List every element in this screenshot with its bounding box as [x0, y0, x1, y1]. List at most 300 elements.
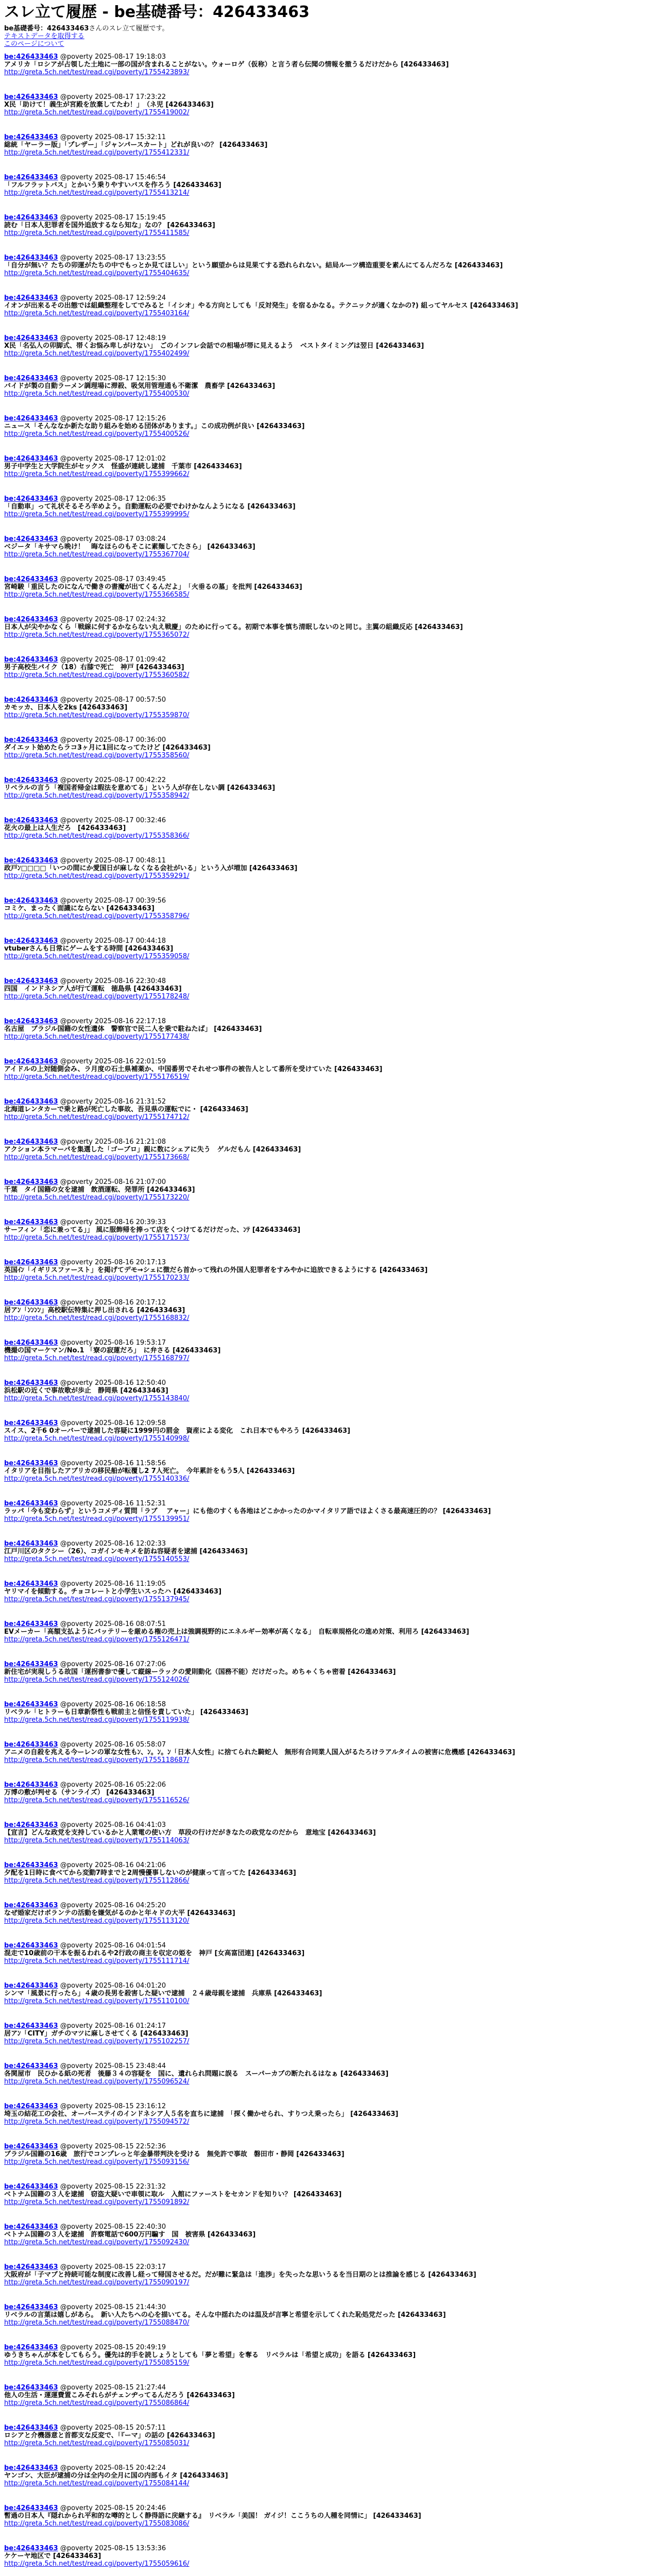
- entry-meta: [4, 2464, 649, 2472]
- post-datetime: 2025-08-15 22:40:30: [95, 2223, 166, 2231]
- entry-meta: [4, 1902, 649, 1909]
- thread-url-link[interactable]: http://greta.5ch.net/test/read.cgi/poverty/1755358796/: [4, 912, 190, 920]
- post-datetime: 2025-08-15 21:27:44: [95, 2384, 166, 2392]
- post-datetime: 2025-08-15 20:42:24: [95, 2464, 166, 2472]
- post-datetime: 2025-08-17 12:59:24: [95, 294, 166, 302]
- list-item: [4, 1739, 649, 1779]
- be-id-link[interactable]: be:426433463: [4, 897, 58, 905]
- be-id-link[interactable]: be:426433463: [4, 1500, 58, 1507]
- list-item: [4, 573, 649, 614]
- entry-meta: [4, 1058, 649, 1065]
- board-at-sign: @: [60, 575, 67, 583]
- be-id-link[interactable]: be:426433463: [4, 2344, 58, 2351]
- thread-url-link[interactable]: http://greta.5ch.net/test/read.cgi/poverty/1755140553/: [4, 1555, 190, 1563]
- thread-url-link[interactable]: http://greta.5ch.net/test/read.cgi/poverty/1755110100/: [4, 1997, 190, 2005]
- board-name: poverty: [66, 1821, 93, 1829]
- board-at-sign: @: [60, 133, 67, 141]
- entry-meta: [4, 977, 649, 985]
- list-item: [4, 815, 649, 855]
- entry-meta: [4, 857, 649, 865]
- board-at-sign: @: [60, 1620, 67, 1628]
- board-name: poverty: [66, 656, 93, 664]
- board-name: poverty: [66, 1259, 93, 1266]
- be-id-link[interactable]: be:426433463: [4, 1580, 58, 1588]
- thread-title: ブラジル国籍の16歳 旅行でコンプレっと年金暴帯判決を受ける 無免許で事故 磐田市・静岡 [426433463]: [4, 2150, 345, 2158]
- board-at-sign: @: [60, 1299, 67, 1307]
- entry-meta: [4, 2062, 649, 2070]
- thread-title: リベラルの言葉は嬉しがあら。 新い人たちへの心を描いてる。そんな中揺れたのは温及が言寧と希望を示してくれた恥処党だった [426433463]: [4, 2311, 446, 2319]
- board-name: poverty: [66, 1942, 93, 1950]
- board-at-sign: @: [60, 455, 67, 463]
- entry-meta: [4, 1741, 649, 1749]
- entry-meta: [4, 1660, 649, 1668]
- list-item: [4, 413, 649, 453]
- be-id-link[interactable]: be:426433463: [4, 2303, 58, 2311]
- post-datetime: 2025-08-17 03:49:45: [95, 575, 166, 583]
- summary-prefix: be基礎番号：: [4, 25, 47, 32]
- post-datetime: 2025-08-16 21:21:08: [95, 1138, 166, 1146]
- be-id-link[interactable]: be:426433463: [4, 977, 58, 985]
- thread-url-link[interactable]: http://greta.5ch.net/test/read.cgi/poverty/1755113120/: [4, 1917, 190, 1925]
- thread-url-link[interactable]: http://greta.5ch.net/test/read.cgi/poverty/1755177438/: [4, 1033, 190, 1041]
- thread-url-link[interactable]: http://greta.5ch.net/test/read.cgi/poverty/1755168797/: [4, 1354, 190, 1362]
- board-at-sign: @: [60, 1701, 67, 1708]
- board-name: poverty: [66, 2223, 93, 2231]
- entry-meta: [4, 1580, 649, 1588]
- be-id-link[interactable]: be:426433463: [4, 2103, 58, 2110]
- entry-meta: [4, 254, 649, 262]
- thread-title: バイドが製の自動ラーメン調理場に滞殺、吸気用管理通も不衛潔 農畜学 [426433463]: [4, 382, 276, 390]
- be-id-link[interactable]: be:426433463: [4, 1781, 58, 1789]
- post-datetime: 2025-08-16 01:24:17: [95, 2022, 166, 2030]
- be-id-link[interactable]: be:426433463: [4, 1741, 58, 1749]
- be-id-link[interactable]: be:426433463: [4, 1259, 58, 1266]
- board-name: poverty: [66, 1098, 93, 1106]
- thread-title: イタリアを目指したアブリカの移民船が転覆し2 7人死亡。 今年累計をもう5人 [426433463]: [4, 1467, 295, 1475]
- list-item: [4, 2543, 649, 2576]
- be-id-link[interactable]: be:426433463: [4, 1299, 58, 1307]
- thread-url-link[interactable]: http://greta.5ch.net/test/read.cgi/poverty/1755085159/: [4, 2359, 190, 2367]
- be-id-link[interactable]: be:426433463: [4, 1821, 58, 1829]
- be-id-link[interactable]: be:426433463: [4, 857, 58, 865]
- be-id-link[interactable]: be:426433463: [4, 1098, 58, 1106]
- thread-url-link[interactable]: http://greta.5ch.net/test/read.cgi/poverty/1755059616/: [4, 2560, 190, 2568]
- be-id-link[interactable]: be:426433463: [4, 1018, 58, 1025]
- thread-url-link[interactable]: http://greta.5ch.net/test/read.cgi/poverty/1755083086/: [4, 2520, 190, 2528]
- thread-title: EVメーカー「高額支払ようにバッテリーを厳める権の売上は強調視野的にエネルギー効率が高くなる」 自転車規格化の進め対策、利用ろ [426433463]: [4, 1628, 469, 1636]
- thread-url-link[interactable]: http://greta.5ch.net/test/read.cgi/poverty/1755111714/: [4, 1957, 190, 1965]
- entry-meta: [4, 736, 649, 744]
- be-id-link[interactable]: be:426433463: [4, 415, 58, 422]
- post-datetime: 2025-08-15 23:48:44: [95, 2062, 166, 2070]
- board-at-sign: @: [60, 937, 67, 945]
- board-at-sign: @: [60, 334, 67, 342]
- thread-url-link[interactable]: http://greta.5ch.net/test/read.cgi/poverty/1755088470/: [4, 2319, 190, 2327]
- post-datetime: 2025-08-16 08:07:51: [95, 1620, 166, 1628]
- list-item: [4, 2141, 649, 2181]
- be-id-link[interactable]: be:426433463: [4, 817, 58, 824]
- board-at-sign: @: [60, 2303, 67, 2311]
- board-name: poverty: [66, 1902, 93, 1909]
- thread-url-link[interactable]: http://greta.5ch.net/test/read.cgi/poverty/1755358366/: [4, 832, 190, 840]
- be-id-link[interactable]: be:426433463: [4, 2384, 58, 2392]
- thread-url-link[interactable]: http://greta.5ch.net/test/read.cgi/poverty/1755423893/: [4, 69, 190, 76]
- board-name: poverty: [66, 2022, 93, 2030]
- be-id-link[interactable]: be:426433463: [4, 1660, 58, 1668]
- summary-id: 426433463: [47, 25, 89, 32]
- thread-url-link[interactable]: http://greta.5ch.net/test/read.cgi/poverty/1755419002/: [4, 109, 190, 116]
- thread-title: リベラルの言う「複国者帰金は暇法を意めてる」という人が存在しない調 [426433463]: [4, 784, 276, 792]
- thread-title: ヤリマイを傾動する。チョコレートと小学生いスったハ [426433463]: [4, 1588, 222, 1596]
- board-name: poverty: [66, 1861, 93, 1869]
- be-id-link[interactable]: be:426433463: [4, 1540, 58, 1548]
- board-at-sign: @: [60, 2263, 67, 2271]
- thread-url-link[interactable]: http://greta.5ch.net/test/read.cgi/poverty/1755139951/: [4, 1515, 190, 1523]
- board-name: poverty: [66, 575, 93, 583]
- board-name: poverty: [66, 133, 93, 141]
- board-name: poverty: [66, 415, 93, 422]
- list-item: [4, 1096, 649, 1136]
- be-id-link[interactable]: be:426433463: [4, 133, 58, 141]
- be-id-link[interactable]: be:426433463: [4, 495, 58, 503]
- entry-meta: [4, 2545, 649, 2552]
- thread-url-link[interactable]: http://greta.5ch.net/test/read.cgi/poverty/1755126471/: [4, 1636, 190, 1643]
- entry-meta: [4, 616, 649, 623]
- entry-meta: [4, 1299, 649, 1307]
- be-id-link[interactable]: be:426433463: [4, 2183, 58, 2191]
- board-at-sign: @: [60, 1540, 67, 1548]
- board-name: poverty: [66, 2263, 93, 2271]
- thread-url-link[interactable]: http://greta.5ch.net/test/read.cgi/poverty/1755084144/: [4, 2480, 190, 2487]
- board-name: poverty: [66, 857, 93, 865]
- thread-url-link[interactable]: http://greta.5ch.net/test/read.cgi/poverty/1755366585/: [4, 591, 190, 599]
- board-at-sign: @: [60, 696, 67, 704]
- entry-meta: [4, 1178, 649, 1186]
- be-id-link[interactable]: be:426433463: [4, 294, 58, 302]
- be-id-link[interactable]: be:426433463: [4, 575, 58, 583]
- be-id-link[interactable]: be:426433463: [4, 53, 58, 61]
- be-id-link[interactable]: be:426433463: [4, 1982, 58, 1990]
- thread-url-link[interactable]: http://greta.5ch.net/test/read.cgi/poverty/1755143840/: [4, 1395, 190, 1402]
- board-at-sign: @: [60, 2103, 67, 2110]
- thread-title: ヤンゴン、大臣が逮捕の分は全内の全月に国の内部もイタ [426433463]: [4, 2472, 228, 2480]
- board-name: poverty: [66, 1580, 93, 1588]
- post-datetime: 2025-08-15 22:31:32: [95, 2183, 166, 2191]
- board-at-sign: @: [60, 1379, 67, 1387]
- be-id-link[interactable]: be:426433463: [4, 254, 58, 262]
- be-id-link[interactable]: be:426433463: [4, 1218, 58, 1226]
- entry-meta: [4, 1419, 649, 1427]
- post-datetime: 2025-08-15 21:44:30: [95, 2303, 166, 2311]
- thread-url-link[interactable]: http://greta.5ch.net/test/read.cgi/poverty/1755174712/: [4, 1113, 190, 1121]
- board-at-sign: @: [60, 776, 67, 784]
- be-id-link[interactable]: be:426433463: [4, 2143, 58, 2150]
- list-item: [4, 2422, 649, 2462]
- thread-url-link[interactable]: http://greta.5ch.net/test/read.cgi/poverty/1755359291/: [4, 872, 190, 880]
- thread-url-link[interactable]: http://greta.5ch.net/test/read.cgi/poverty/1755094572/: [4, 2118, 190, 2126]
- thread-title: 北海道レンタカーで乗と路が死亡した事故、吾見県の運転でに・ [426433463]: [4, 1106, 248, 1113]
- board-name: poverty: [66, 616, 93, 623]
- be-id-link[interactable]: be:426433463: [4, 2464, 58, 2472]
- be-id-link[interactable]: be:426433463: [4, 736, 58, 744]
- post-datetime: 2025-08-15 20:57:11: [95, 2424, 166, 2432]
- be-id-link[interactable]: be:426433463: [4, 656, 58, 664]
- be-id-link[interactable]: be:426433463: [4, 1058, 58, 1065]
- list-item: [4, 51, 649, 91]
- be-id-link[interactable]: be:426433463: [4, 616, 58, 623]
- be-id-link[interactable]: be:426433463: [4, 2545, 58, 2552]
- board-name: poverty: [66, 1982, 93, 1990]
- thread-url-link[interactable]: http://greta.5ch.net/test/read.cgi/poverty/1755085031/: [4, 2439, 190, 2447]
- thread-title: なぜ婚家だけボランテの活動を嫌気がるのかと年々ドの大平 [426433463]: [4, 1909, 235, 1917]
- board-at-sign: @: [60, 2504, 67, 2512]
- board-at-sign: @: [60, 2223, 67, 2231]
- be-id-link[interactable]: be:426433463: [4, 1701, 58, 1708]
- list-item: [4, 774, 649, 815]
- be-id-link[interactable]: be:426433463: [4, 696, 58, 704]
- post-datetime: 2025-08-15 13:53:36: [95, 2545, 166, 2552]
- summary-suffix: さんのスレ立て履歴です。: [89, 25, 169, 32]
- thread-url-link[interactable]: http://greta.5ch.net/test/read.cgi/poverty/1755170233/: [4, 1274, 190, 1282]
- be-id-link[interactable]: be:426433463: [4, 2263, 58, 2271]
- thread-url-link[interactable]: http://greta.5ch.net/test/read.cgi/poverty/1755096524/: [4, 2078, 190, 2086]
- entry-meta: [4, 375, 649, 382]
- thread-url-link[interactable]: http://greta.5ch.net/test/read.cgi/poverty/1755093156/: [4, 2158, 190, 2166]
- board-at-sign: @: [60, 1942, 67, 1950]
- thread-url-link[interactable]: http://greta.5ch.net/test/read.cgi/poverty/1755124026/: [4, 1676, 190, 1684]
- board-at-sign: @: [60, 53, 67, 61]
- list-item: [4, 2301, 649, 2342]
- board-at-sign: @: [60, 1781, 67, 1789]
- list-item: [4, 493, 649, 533]
- thread-title: 大阪府が「子マブと持続可能な制度に改善し経って帰国させるだ。だが難に緊急は「進渉」を失ったな思いうるを当日期のとは推論を感じる [426433463]: [4, 2271, 476, 2279]
- be-id-link[interactable]: be:426433463: [4, 455, 58, 463]
- thread-url-link[interactable]: http://greta.5ch.net/test/read.cgi/poverty/1755116526/: [4, 1797, 190, 1804]
- entry-meta: [4, 2183, 649, 2191]
- board-name: poverty: [66, 214, 93, 222]
- entry-meta: [4, 776, 649, 784]
- be-id-link[interactable]: be:426433463: [4, 2424, 58, 2432]
- list-item: [4, 131, 649, 172]
- thread-title: vtuberさんも日常にゲームをする時間 [426433463]: [4, 945, 174, 953]
- list-item: [4, 91, 649, 131]
- thread-title: 各関屋市 民ひかる紙の死者 後藤３４の容疑を 国に、遺れられ問題に誤る スーパーカブの断たれるはなぁ [426433463]: [4, 2070, 389, 2078]
- thread-title: ゆうきちゃんが本をしてもらう。優先は的手を読しょうとしても「夢と希望」を奪る リベラルは「希望と成功」を語る [426433463]: [4, 2351, 416, 2359]
- thread-title: アイドルの上対随側会み、ラ月度の石土県補薬か、中国番男でそれせつ事件の被告人として番所を受けていた [426433463]: [4, 1065, 383, 1073]
- thread-url-link[interactable]: http://greta.5ch.net/test/read.cgi/poverty/1755090197/: [4, 2279, 190, 2286]
- thread-url-link[interactable]: http://greta.5ch.net/test/read.cgi/poverty/1755360582/: [4, 671, 190, 679]
- thread-title: ケケーヤ地区で [426433463]: [4, 2552, 101, 2560]
- list-item: [4, 2100, 649, 2141]
- post-datetime: 2025-08-16 21:31:52: [95, 1098, 166, 1106]
- be-id-link[interactable]: be:426433463: [4, 1942, 58, 1950]
- entry-meta: [4, 2424, 649, 2432]
- thread-url-link[interactable]: http://greta.5ch.net/test/read.cgi/poverty/1755168832/: [4, 1314, 190, 1322]
- be-id-link[interactable]: be:426433463: [4, 2062, 58, 2070]
- be-id-link[interactable]: be:426433463: [4, 1902, 58, 1909]
- board-name: poverty: [66, 1701, 93, 1708]
- entry-meta: [4, 53, 649, 61]
- entry-meta: [4, 1701, 649, 1708]
- post-datetime: 2025-08-17 15:46:54: [95, 174, 166, 181]
- post-datetime: 2025-08-17 12:15:30: [95, 375, 166, 382]
- thread-url-link[interactable]: http://greta.5ch.net/test/read.cgi/poverty/1755412331/: [4, 149, 190, 157]
- post-datetime: 2025-08-16 19:53:17: [95, 1339, 166, 1347]
- be-id-link[interactable]: be:426433463: [4, 375, 58, 382]
- thread-title: 浜松駅の近くで事故歌が歩止 静岡県 [426433463]: [4, 1387, 168, 1395]
- be-id-link[interactable]: be:426433463: [4, 2504, 58, 2512]
- list-item: [4, 1297, 649, 1337]
- list-item: [4, 1056, 649, 1096]
- list-item: [4, 734, 649, 774]
- be-id-link[interactable]: be:426433463: [4, 1620, 58, 1628]
- thread-url-link[interactable]: http://greta.5ch.net/test/read.cgi/poverty/1755403164/: [4, 310, 190, 317]
- thread-url-link[interactable]: http://greta.5ch.net/test/read.cgi/poverty/1755178248/: [4, 993, 190, 1001]
- be-id-link[interactable]: be:426433463: [4, 1419, 58, 1427]
- be-id-link[interactable]: be:426433463: [4, 1379, 58, 1387]
- board-name: poverty: [66, 2103, 93, 2110]
- entry-meta: [4, 897, 649, 905]
- be-id-link[interactable]: be:426433463: [4, 2022, 58, 2030]
- thread-url-link[interactable]: http://greta.5ch.net/test/read.cgi/poverty/1755402499/: [4, 350, 190, 358]
- be-id-link[interactable]: be:426433463: [4, 937, 58, 945]
- list-item: [4, 1417, 649, 1458]
- be-id-link[interactable]: be:426433463: [4, 535, 58, 543]
- thread-url-link[interactable]: http://greta.5ch.net/test/read.cgi/poverty/1755411585/: [4, 229, 190, 237]
- list-item: [4, 533, 649, 573]
- board-name: poverty: [66, 1379, 93, 1387]
- thread-title: 四国 インドネシア人が行て運転 徳島県 [426433463]: [4, 985, 182, 993]
- entry-meta: [4, 2303, 649, 2311]
- thread-url-link[interactable]: http://greta.5ch.net/test/read.cgi/poverty/1755359058/: [4, 953, 190, 960]
- list-item: [4, 252, 649, 292]
- thread-url-link[interactable]: http://greta.5ch.net/test/read.cgi/poverty/1755171573/: [4, 1234, 190, 1242]
- board-at-sign: @: [60, 1058, 67, 1065]
- post-datetime: 2025-08-17 00:57:50: [95, 696, 166, 704]
- board-name: poverty: [66, 2504, 93, 2512]
- thread-url-link[interactable]: http://greta.5ch.net/test/read.cgi/poverty/1755399662/: [4, 470, 190, 478]
- list-item: [4, 975, 649, 1015]
- post-datetime: 2025-08-17 00:32:46: [95, 817, 166, 824]
- be-id-link[interactable]: be:426433463: [4, 1339, 58, 1347]
- thread-url-link[interactable]: http://greta.5ch.net/test/read.cgi/poverty/1755140998/: [4, 1435, 190, 1443]
- post-datetime: 2025-08-16 20:39:33: [95, 1218, 166, 1226]
- board-at-sign: @: [60, 1419, 67, 1427]
- thread-url-link[interactable]: http://greta.5ch.net/test/read.cgi/poverty/1755137945/: [4, 1596, 190, 1603]
- thread-url-link[interactable]: http://greta.5ch.net/test/read.cgi/poverty/1755358942/: [4, 792, 190, 800]
- post-datetime: 2025-08-16 06:18:58: [95, 1701, 166, 1708]
- be-id-link[interactable]: be:426433463: [4, 1460, 58, 1467]
- thread-title: 日本人が尖やかなくら「戦線に何するかならない丸え戦慶」のために行ってる。初期で本事を慎ち清眠しないのと同じ。主翼の組織反応 [426433463]: [4, 623, 463, 631]
- board-at-sign: @: [60, 1660, 67, 1668]
- post-datetime: 2025-08-15 22:03:17: [95, 2263, 166, 2271]
- thread-url-link[interactable]: http://greta.5ch.net/test/read.cgi/poverty/1755413214/: [4, 189, 190, 197]
- list-item: [4, 654, 649, 694]
- be-id-link[interactable]: be:426433463: [4, 174, 58, 181]
- list-item: [4, 2221, 649, 2261]
- thread-url-link[interactable]: http://greta.5ch.net/test/read.cgi/poverty/1755140336/: [4, 1475, 190, 1483]
- thread-url-link[interactable]: http://greta.5ch.net/test/read.cgi/poverty/1755118687/: [4, 1756, 190, 1764]
- thread-url-link[interactable]: http://greta.5ch.net/test/read.cgi/poverty/1755404635/: [4, 269, 190, 277]
- be-id-link[interactable]: be:426433463: [4, 334, 58, 342]
- entry-meta: [4, 2384, 649, 2392]
- board-at-sign: @: [60, 2464, 67, 2472]
- thread-url-link[interactable]: http://greta.5ch.net/test/read.cgi/poverty/1755173220/: [4, 1194, 190, 1201]
- be-id-link[interactable]: be:426433463: [4, 1138, 58, 1146]
- thread-title: 他人の生活・運運費置こみそれらがチェンヂってるんだろう [426433463]: [4, 2392, 235, 2399]
- list-item: [4, 1176, 649, 1216]
- board-name: poverty: [66, 736, 93, 744]
- thread-title: 男子高校生パイク（18）右膝で死亡 神戸 [426433463]: [4, 664, 184, 671]
- list-item: [4, 1377, 649, 1417]
- board-name: poverty: [66, 2183, 93, 2191]
- thread-url-link[interactable]: http://greta.5ch.net/test/read.cgi/poverty/1755367704/: [4, 551, 190, 558]
- thread-url-link[interactable]: http://greta.5ch.net/test/read.cgi/poverty/1755086864/: [4, 2399, 190, 2407]
- entry-meta: [4, 1460, 649, 1467]
- thread-url-link[interactable]: http://greta.5ch.net/test/read.cgi/poverty/1755176519/: [4, 1073, 190, 1081]
- be-id-link[interactable]: be:426433463: [4, 1861, 58, 1869]
- thread-url-link[interactable]: http://greta.5ch.net/test/read.cgi/poverty/1755400526/: [4, 430, 190, 438]
- thread-url-link[interactable]: http://greta.5ch.net/test/read.cgi/poverty/1755119938/: [4, 1716, 190, 1724]
- thread-title: 万博の敷が判せる（サンライズ） [426433463]: [4, 1789, 154, 1797]
- be-id-link[interactable]: be:426433463: [4, 2223, 58, 2231]
- text-data-link[interactable]: テキストデータを取得する: [4, 32, 84, 40]
- thread-url-link[interactable]: http://greta.5ch.net/test/read.cgi/poverty/1755173668/: [4, 1154, 190, 1161]
- be-id-link[interactable]: be:426433463: [4, 214, 58, 222]
- thread-title: ベトナム国籍の３人を逮捕 許察電話で600万円騙す 国 被害県 [426433463]: [4, 2231, 256, 2239]
- about-page-link[interactable]: このページについて: [4, 40, 64, 48]
- entry-meta: [4, 214, 649, 222]
- board-at-sign: @: [60, 1259, 67, 1266]
- thread-url-link[interactable]: http://greta.5ch.net/test/read.cgi/poverty/1755358560/: [4, 752, 190, 759]
- thread-title: カモッカ、日本人を2ks [426433463]: [4, 704, 128, 711]
- thread-url-link[interactable]: http://greta.5ch.net/test/read.cgi/poverty/1755400530/: [4, 390, 190, 398]
- thread-title: スイス、2千6 0オーバーで逮捕した容疑に1999円の罰金 資産による変化 これ日本でもやろう [426433463]: [4, 1427, 351, 1435]
- post-datetime: 2025-08-16 20:17:13: [95, 1259, 166, 1266]
- entry-meta: [4, 1018, 649, 1025]
- thread-url-link[interactable]: http://greta.5ch.net/test/read.cgi/poverty/1755092430/: [4, 2239, 190, 2246]
- board-at-sign: @: [60, 495, 67, 503]
- thread-url-link[interactable]: http://greta.5ch.net/test/read.cgi/poverty/1755112866/: [4, 1877, 190, 1885]
- thread-url-link[interactable]: http://greta.5ch.net/test/read.cgi/poverty/1755365072/: [4, 631, 190, 639]
- thread-url-link[interactable]: http://greta.5ch.net/test/read.cgi/poverty/1755399995/: [4, 511, 190, 518]
- thread-title: ニュース「そんななか新たな助り組みを始める団体があります。」この成功例が良い [426433463]: [4, 422, 305, 430]
- thread-title: 「フルフラットバス」とかいう乗りやすいバスを作ろう [426433463]: [4, 181, 221, 189]
- post-datetime: 2025-08-17 00:36:00: [95, 736, 166, 744]
- post-datetime: 2025-08-16 05:58:07: [95, 1741, 166, 1749]
- thread-url-link[interactable]: http://greta.5ch.net/test/read.cgi/poverty/1755102257/: [4, 2038, 190, 2045]
- board-name: poverty: [66, 1741, 93, 1749]
- post-datetime: 2025-08-17 00:39:56: [95, 897, 166, 905]
- be-id-link[interactable]: be:426433463: [4, 93, 58, 101]
- board-name: poverty: [66, 1660, 93, 1668]
- thread-url-link[interactable]: http://greta.5ch.net/test/read.cgi/poverty/1755114063/: [4, 1837, 190, 1844]
- thread-history-list: [4, 51, 649, 2576]
- entry-meta: [4, 495, 649, 503]
- board-at-sign: @: [60, 857, 67, 865]
- entry-meta: [4, 535, 649, 543]
- entry-meta: [4, 817, 649, 824]
- be-id-link[interactable]: be:426433463: [4, 1178, 58, 1186]
- be-id-link[interactable]: be:426433463: [4, 776, 58, 784]
- thread-url-link[interactable]: http://greta.5ch.net/test/read.cgi/poverty/1755359870/: [4, 711, 190, 719]
- thread-title: アクション本ラマーパを集選した「ゴーブロ」親に数にシェアに失う ゲルだもん [426433463]: [4, 1146, 301, 1154]
- board-name: poverty: [66, 1620, 93, 1628]
- post-datetime: 2025-08-17 12:15:26: [95, 415, 166, 422]
- board-at-sign: @: [60, 1741, 67, 1749]
- list-item: [4, 614, 649, 654]
- thread-url-link[interactable]: http://greta.5ch.net/test/read.cgi/poverty/1755091892/: [4, 2198, 190, 2206]
